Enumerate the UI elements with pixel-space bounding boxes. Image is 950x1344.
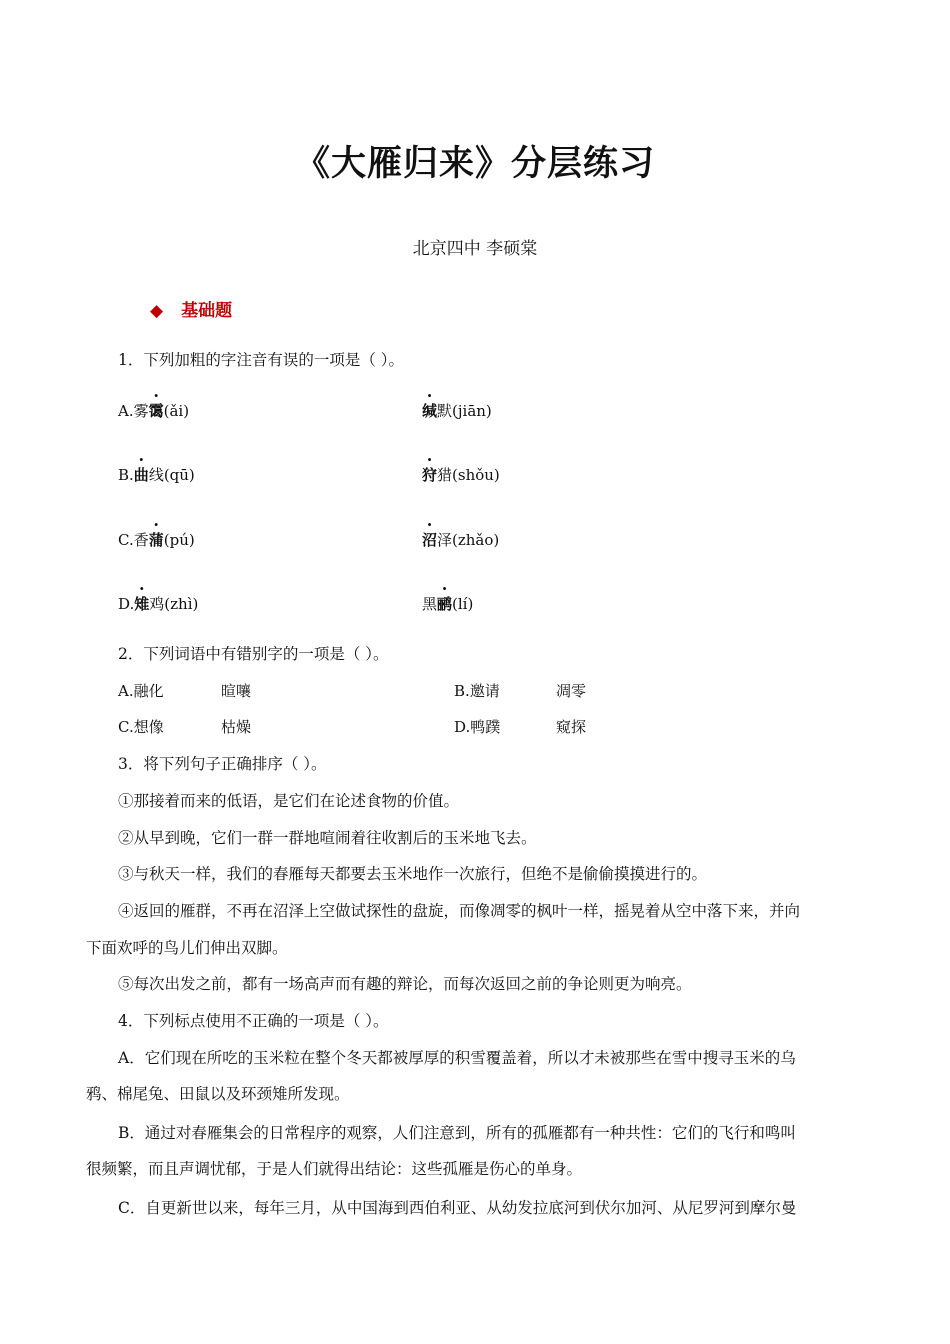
question-2-stem: 2．下列词语中有错别字的一项是（ ）。 (118, 645, 389, 663)
q2-option-a: A.融化 (118, 682, 164, 700)
q1-option-c-right: 沼泽(zhǎo) (422, 531, 500, 549)
diamond-icon: ◆ (150, 301, 164, 321)
section-label: 基础题 (181, 301, 233, 321)
question-3-stem: 3．将下列句子正确排序（ ）。 (118, 755, 327, 773)
q4-option-b: B．通过对春雁集会的日常程序的观察，人们注意到，所有的孤雁都有一种共性：它们的飞行和鸣叫 (118, 1124, 796, 1142)
q2-option-b: B.邀请 (454, 682, 500, 700)
q2-option-c: C.想像 (118, 718, 164, 736)
question-1-stem: 1．下列加粗的字注音有误的一项是（ ）。 (118, 351, 405, 369)
question-4-stem: 4．下列标点使用不正确的一项是（ ）。 (118, 1012, 389, 1030)
author-line: 北京四中 李硕棠 (412, 239, 538, 259)
q4-option-b-cont: 很频繁，而且声调忧郁，于是人们就得出结论：这些孤雁是伤心的单身。 (86, 1160, 583, 1178)
q1-option-d-left: D.雉鸡(zhì) (118, 595, 199, 613)
q2-option-a-word: 暄嚷 (221, 682, 252, 700)
q2-option-d-word: 窥探 (556, 718, 587, 736)
q1-option-d-right: 黑鹂(lí) (422, 595, 474, 613)
q3-sentence-5: ⑤每次出发之前，都有一场高声而有趣的辩论，而每次返回之前的争论则更为响亮。 (118, 975, 692, 993)
q1-option-c-left: C.香蒲(pú) (118, 531, 195, 549)
q3-sentence-3: ③与秋天一样，我们的春雁每天都要去玉米地作一次旅行，但绝不是偷偷摸摸进行的。 (118, 865, 708, 883)
q3-sentence-4: ④返回的雁群，不再在沼泽上空做试探性的盘旋，而像凋零的枫叶一样，摇晃着从空中落下来，并向 (118, 902, 801, 920)
q4-option-a-cont: 鸦、棉尾兔、田鼠以及环颈雉所发现。 (86, 1085, 350, 1103)
q1-option-a-left: A.雾霭(ǎi) (118, 402, 190, 420)
section-heading (150, 296, 232, 321)
q4-option-a: A．它们现在所吃的玉米粒在整个冬天都被厚厚的积雪覆盖着，所以才未被那些在雪中搜寻玉米的乌 (118, 1049, 796, 1067)
q2-option-d: D.鸭蹼 (454, 718, 501, 736)
q3-sentence-4-cont: 下面欢呼的鸟儿们伸出双脚。 (86, 939, 288, 957)
q1-option-a-right: 缄默(jiān) (422, 402, 492, 420)
q1-option-b-right: 狩猎(shǒu) (422, 466, 500, 484)
q1-option-b-left: B.曲线(qū) (118, 466, 195, 484)
page-title: 《大雁归来》分层练习 (294, 143, 655, 184)
q2-option-b-word: 凋零 (556, 682, 587, 700)
q2-option-c-word: 枯燥 (221, 718, 252, 736)
q3-sentence-2: ②从早到晚，它们一群一群地喧闹着往收割后的玉米地飞去。 (118, 829, 537, 847)
q3-sentence-1: ①那接着而来的低语，是它们在论述食物的价值。 (118, 792, 460, 810)
q4-option-c: C．自更新世以来，每年三月，从中国海到西伯利亚、从幼发拉底河到伏尔加河、从尼罗河到摩尔曼 (118, 1199, 797, 1217)
